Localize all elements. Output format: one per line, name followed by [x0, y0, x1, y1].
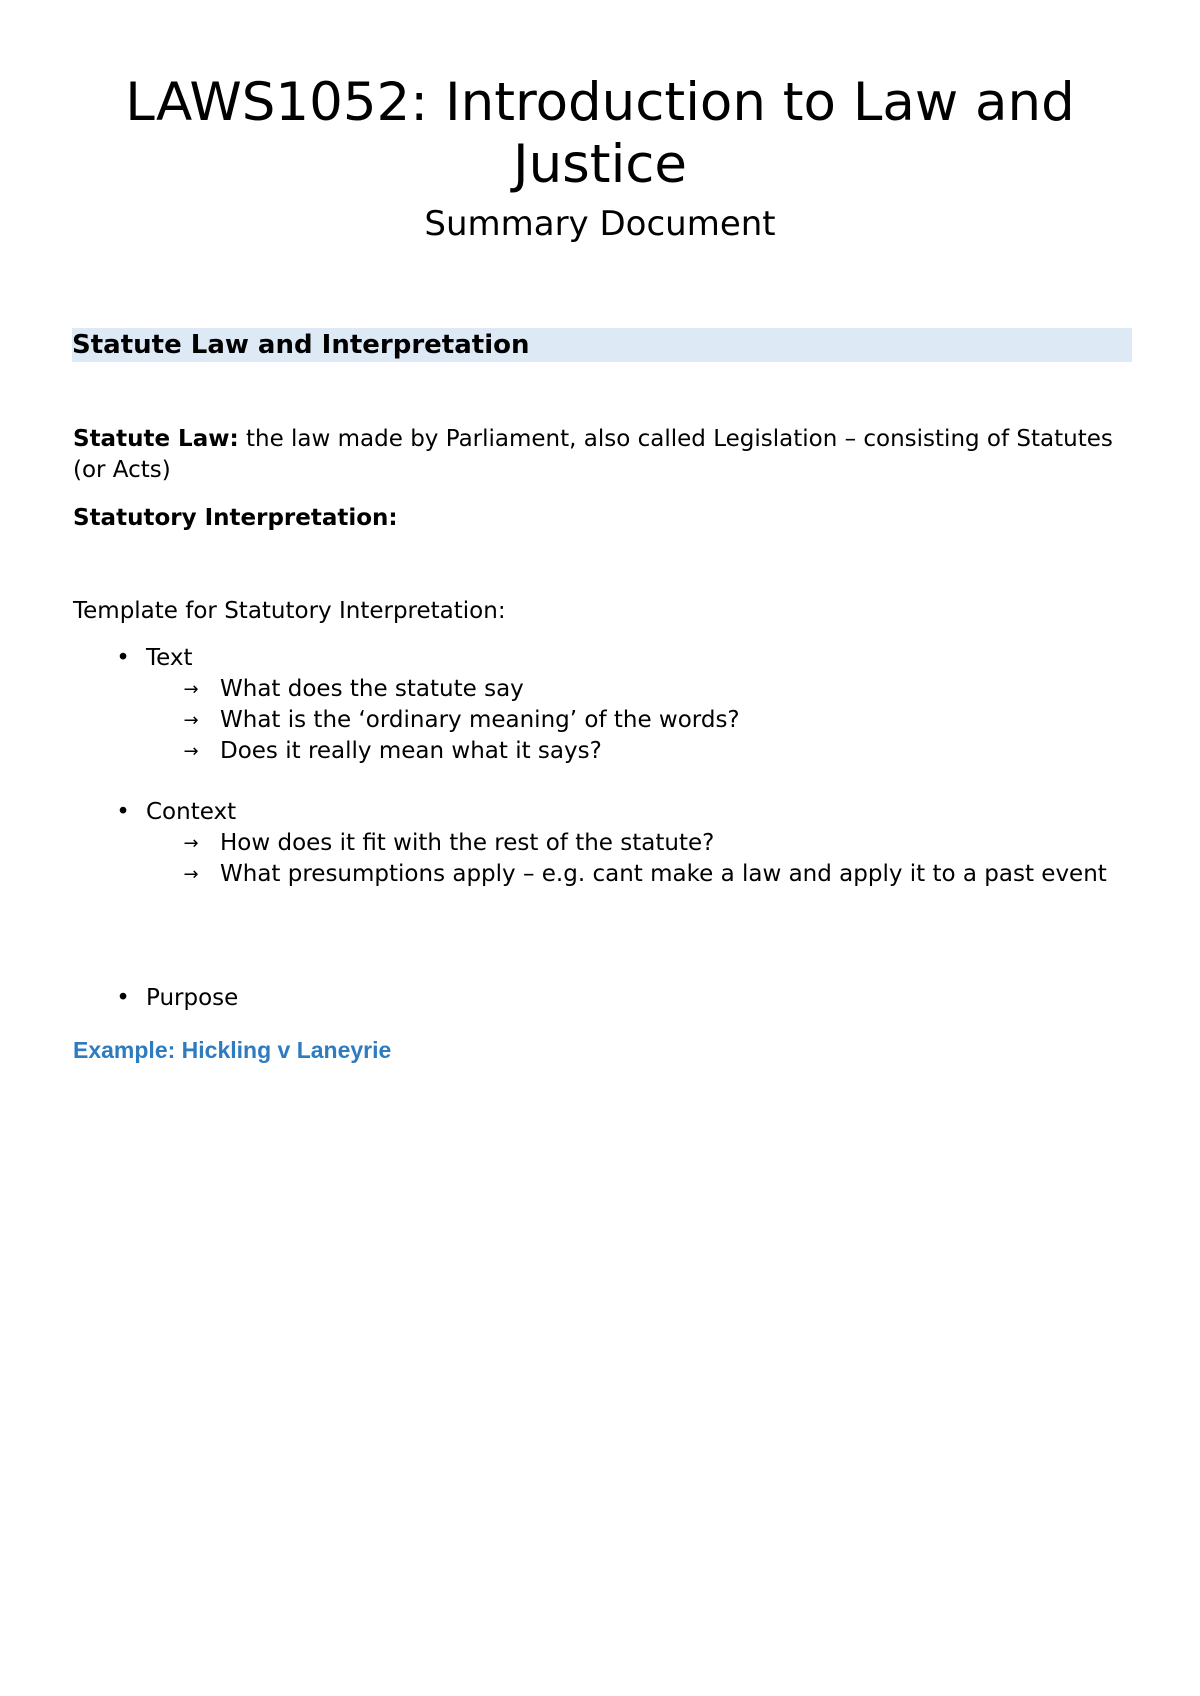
example-case-heading: Example: Hickling v Laneyrie [73, 1037, 392, 1063]
document-subtitle: Summary Document [424, 204, 776, 244]
sub-point-text: What presumptions apply – e.g. cant make a law and apply it to a past event [220, 861, 1107, 887]
document-title: LAWS1052: Introduction to Law and Justice [125, 72, 1075, 195]
sub-point-text: What is the ‘ordinary meaning’ of the words? [220, 707, 740, 733]
statute-law-term: Statute Law: [73, 426, 239, 452]
statutory-interpretation-label [73, 503, 1113, 534]
arrow-right-icon: → [183, 833, 199, 854]
arrow-right-icon: → [183, 864, 199, 885]
bullet-label: Purpose [146, 985, 239, 1011]
template-intro: Template for Statutory Interpretation: [73, 598, 506, 624]
statute-law-definition [73, 424, 1113, 486]
bullet-icon: • [116, 799, 130, 825]
bullet-label: Context [146, 799, 237, 825]
sub-point-text: Does it really mean what it says? [220, 738, 602, 764]
bullet-icon: • [116, 645, 130, 671]
sub-point-text: How does it fit with the rest of the statute? [220, 830, 715, 856]
statutory-interpretation-term: Statutory Interpretation: [73, 505, 398, 531]
bullet-label: Text [146, 645, 193, 671]
section-heading: Statute Law and Interpretation [72, 328, 1132, 362]
statute-law-text: the law made by Parliament, also called Legislation – consisting of Statutes (or Acts) [73, 426, 1113, 483]
arrow-right-icon: → [183, 710, 199, 731]
bullet-icon: • [116, 985, 130, 1011]
arrow-right-icon: → [183, 741, 199, 762]
sub-point-text: What does the statute say [220, 676, 524, 702]
arrow-right-icon: → [183, 679, 199, 700]
